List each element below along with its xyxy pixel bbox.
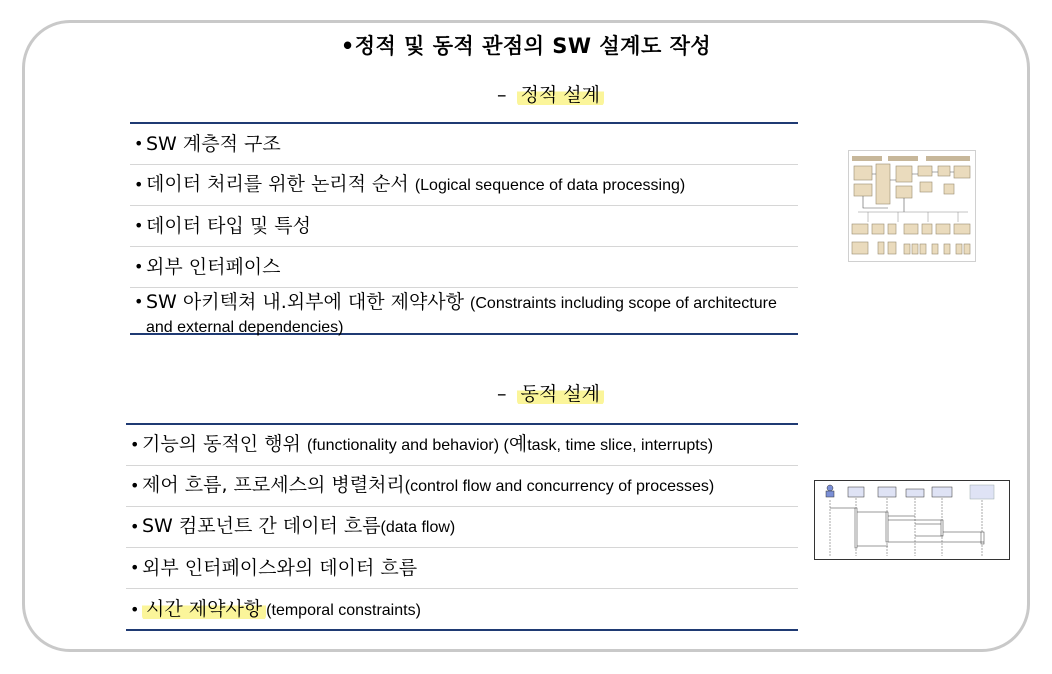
highlighted-text: 시간 제약사항 — [142, 598, 266, 620]
list-item: • 제어 흐름, 프로세스의 병렬처리(control flow and concurrency of processes) — [126, 466, 798, 507]
heading-dash: – — [497, 383, 507, 405]
static-heading-label: 정적 설계 — [517, 84, 604, 106]
dynamic-design-list — [126, 423, 798, 631]
heading-dash: – — [497, 84, 507, 106]
static-design-heading — [497, 80, 604, 107]
list-item: • 데이터 타입 및 특성 — [130, 206, 798, 247]
list-item: • 데이터 처리를 위한 논리적 순서 (Logical sequence of data processing) — [130, 165, 798, 206]
list-item: • SW 계층적 구조 — [130, 124, 798, 165]
dynamic-heading-label: 동적 설계 — [517, 383, 604, 405]
list-item: • SW 컴포넌트 간 데이터 흐름(data flow) — [126, 507, 798, 548]
sequence-diagram-thumbnail-icon — [814, 480, 1010, 560]
list-item: • 기능의 동적인 행위 (functionality and behavior) (예task, time slice, interrupts) — [126, 425, 798, 466]
list-item: • 외부 인터페이스와의 데이터 흐름 — [126, 548, 798, 589]
static-design-list — [130, 122, 798, 335]
page-title: •정적 및 동적 관점의 SW 설계도 작성 — [340, 34, 712, 58]
list-item: • 시간 제약사항 (temporal constraints) — [130, 598, 421, 620]
list-item: • SW 아키텍쳐 내.외부에 대한 제약사항 (Constraints including scope of architecture and external dependencies) — [134, 291, 777, 336]
list-item: • 외부 인터페이스 — [130, 247, 798, 288]
architecture-diagram-thumbnail-icon — [848, 150, 976, 262]
dynamic-design-heading — [497, 379, 604, 406]
